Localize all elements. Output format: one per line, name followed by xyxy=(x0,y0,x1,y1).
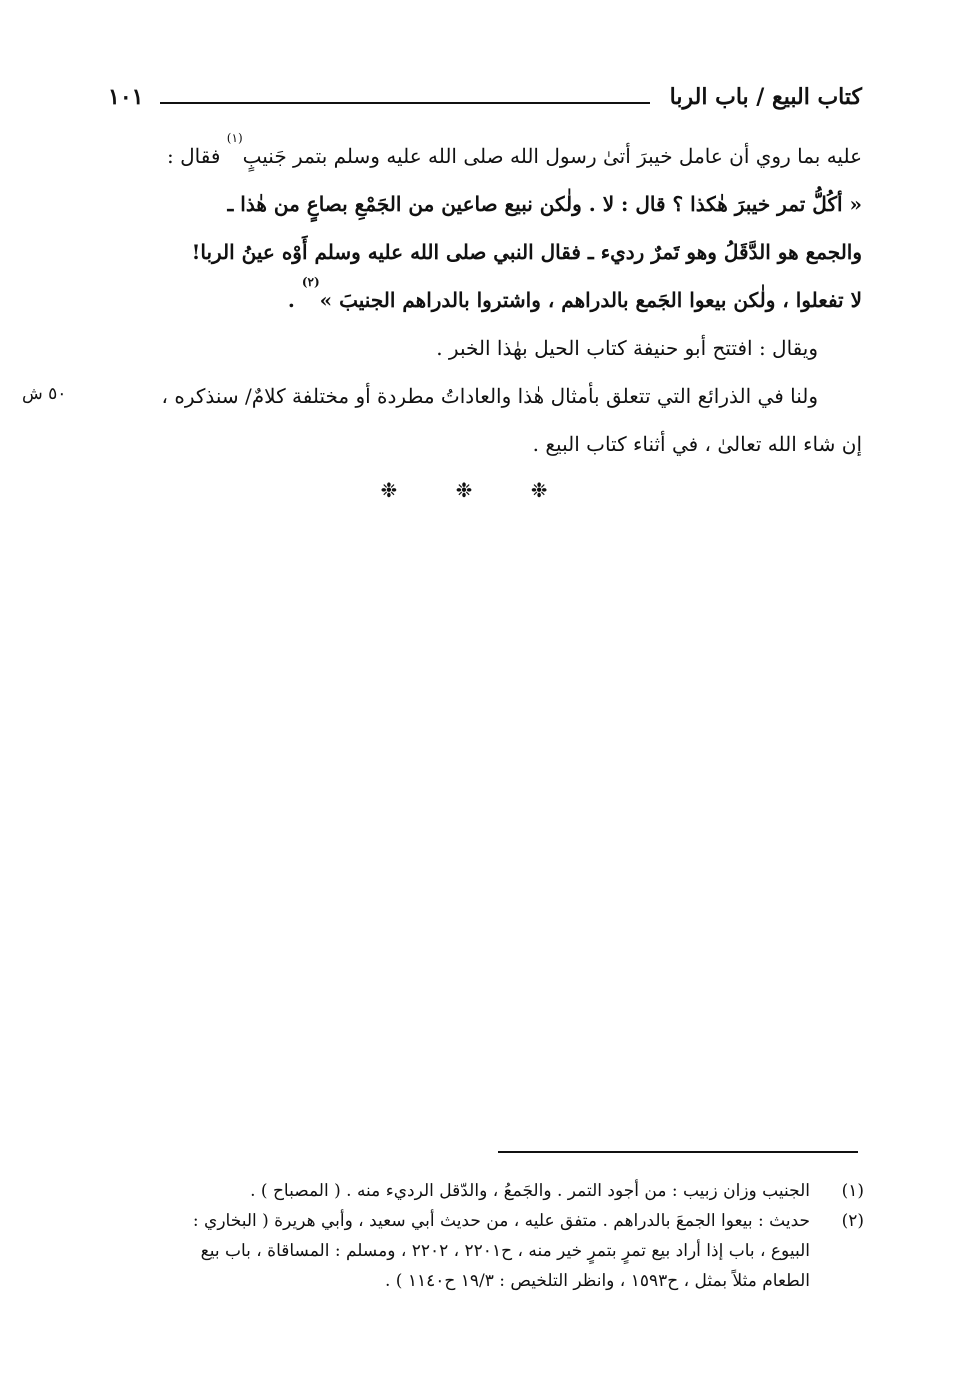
footnote-text: البيوع ، باب إذا أراد بيع تمرٍ بتمرٍ خير منه ، ح٢٢٠١ ، ٢٢٠٢ ، ومسلم : المساقاة ، باب بيع xyxy=(200,1241,810,1261)
text-segment: لا تفعلوا ، ولٰكن بيعوا الجَمع بالدراهم ، واشتروا بالدراهم الجنيبَ » xyxy=(319,288,862,312)
text-segment: عليه بما روي أن عامل خيبرَ أتىٰ رسول الله صلى الله عليه وسلم بتمر جَنيبٍ xyxy=(242,144,862,168)
text-segment: فقال : xyxy=(167,144,227,168)
hadith-line xyxy=(96,276,862,324)
page-header xyxy=(100,84,862,118)
hadith-line: « أكُلُّ تمر خيبرَ هٰكذا ؟ قال : لا . ولٰكن نبيع صاعين من الجَمْعِ بصاعٍ من هٰذا ـ xyxy=(227,192,862,216)
footnote-ref[interactable]: (٢) xyxy=(301,275,320,289)
text-line xyxy=(96,132,862,180)
main-text xyxy=(96,132,862,468)
footnote xyxy=(80,1176,864,1206)
text-line: ويقال : افتتح أبو حنيفة كتاب الحيل بهٰذا الخبر . xyxy=(436,336,818,360)
text-segment: . xyxy=(287,288,302,312)
margin-note: ٥٠ ش xyxy=(22,384,67,404)
text-line: ولنا في الذرائع التي تتعلق بأمثال هٰذا والعاداتُ مطردة أو مختلفة كلامٌ/ سنذكره ، xyxy=(161,384,818,408)
hadith-line: والجمع هو الدَّقَلُ وهو تَمرٌ رديء ـ فقال النبي صلى الله عليه وسلم أَوْه عينُ الربا! xyxy=(191,240,862,264)
footnote-text: الطعام مثلاً بمثل ، ح١٥٩٣ ، وانظر التلخيص : ١٩/٣ ح١١٤٠ ) . xyxy=(384,1271,810,1291)
footnote-text: الجنيب وزان زبيب : من أجود التمر . والجَمعُ ، والدّقل الرديء منه . ( المصباح ) . xyxy=(250,1181,810,1201)
footnote-rule xyxy=(498,1151,858,1153)
text-line: إن شاء الله تعالىٰ ، في أثناء كتاب البيع . xyxy=(532,432,862,456)
footnote xyxy=(80,1206,864,1296)
footnote-number: (٢) xyxy=(841,1211,864,1231)
footnote-number: (١) xyxy=(841,1181,864,1201)
header-rule xyxy=(160,102,650,104)
footnote-ref[interactable]: (١) xyxy=(226,131,243,145)
footnotes xyxy=(80,1176,864,1296)
section-ornament: ❉ ❉ ❉ xyxy=(380,478,574,502)
running-title: كتاب البيع / باب الربا xyxy=(669,84,862,110)
page-number: ١٠١ xyxy=(108,84,144,110)
footnote-text: حديث : بيعوا الجمعَ بالدراهم . متفق عليه ، من حديث أبي سعيد ، وأبي هريرة ( البخاري : xyxy=(192,1211,810,1231)
